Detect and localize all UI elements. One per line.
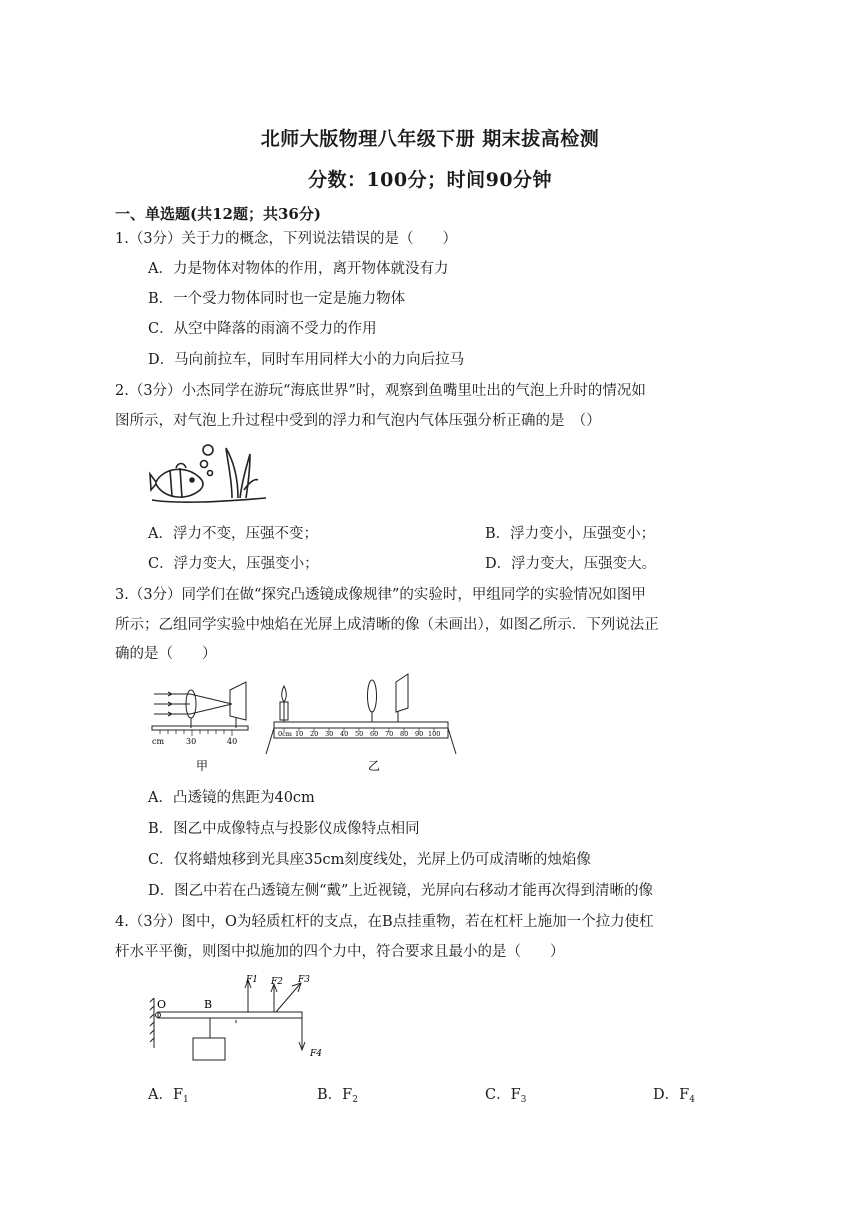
jia-label: 甲 <box>195 759 209 773</box>
question-4-stem-line-2: 杆水平平衡，则图中拟施加的四个力中，符合要求且最小的是（ ） <box>115 944 565 960</box>
lever-force-f4: F4 <box>310 1049 322 1059</box>
jia-tick-40: 40 <box>227 737 238 746</box>
lever-figure <box>148 968 348 1068</box>
yi-tick-20: 20 <box>310 730 319 738</box>
question-3-option-a: A．凸透镜的焦距为40cm <box>148 790 315 806</box>
section-heading: 一、单选题(共12题；共36分) <box>115 205 321 223</box>
question-2-stem-line-1: 2.（3分）小杰同学在游玩“海底世界”时，观察到鱼嘴里吐出的气泡上升时的情况如 <box>115 383 646 399</box>
yi-label: 乙 <box>367 759 381 773</box>
question-2-stem-line-2: 图所示，对气泡上升过程中受到的浮力和气泡内气体压强分析正确的是 （） <box>115 413 601 429</box>
question-1-option-a: A．力是物体对物体的作用，离开物体就没有力 <box>148 261 449 277</box>
yi-tick-0: 0cm <box>278 730 292 738</box>
question-2-option-a: A．浮力不变，压强不变； <box>148 526 318 542</box>
question-4-option-a: A．$F_1$ <box>148 1087 189 1105</box>
page-subtitle: 分数：100分；时间90分钟 <box>307 169 553 191</box>
lever-force-f3: F3 <box>298 975 310 985</box>
question-3-stem-line-2: 所示；乙组同学实验中烛焰在光屏上成清晰的像（未画出），如图乙所示．下列说法正 <box>115 617 659 633</box>
question-4-option-c: C．$F_3$ <box>485 1087 527 1105</box>
yi-tick-80: 80 <box>400 730 409 738</box>
question-3-option-b: B．图乙中成像特点与投影仪成像特点相同 <box>148 821 420 837</box>
optical-bench-figure-yi <box>262 668 462 773</box>
yi-tick-50: 50 <box>355 730 364 738</box>
jia-tick-cm: cm <box>152 737 165 746</box>
question-1-option-d: D．马向前拉车，同时车用同样大小的力向后拉马 <box>148 352 465 368</box>
yi-tick-60: 60 <box>370 730 379 738</box>
question-2-option-d: D．浮力变大，压强变大。 <box>485 556 657 572</box>
yi-tick-10: 10 <box>295 730 304 738</box>
question-1-stem: 1.（3分）关于力的概念，下列说法错误的是（ ） <box>115 231 458 247</box>
question-3-option-c: C．仅将蜡烛移到光具座35cm刻度线处，光屏上仍可成清晰的烛焰像 <box>148 852 591 868</box>
question-3-stem-line-3: 确的是（ ） <box>115 646 217 662</box>
fish-bubble-figure <box>148 440 273 510</box>
question-1-option-b: B．一个受力物体同时也一定是施力物体 <box>148 291 406 307</box>
lever-point-o: O <box>157 998 167 1011</box>
question-3-option-d: D．图乙中若在凸透镜左侧“戴”上近视镜，光屏向右移动才能再次得到清晰的像 <box>148 883 653 899</box>
question-4-option-b: B．$F_2$ <box>317 1087 358 1105</box>
question-4-option-d: D．$F_4$ <box>653 1087 695 1105</box>
question-2-option-c: C．浮力变大，压强变小； <box>148 556 319 572</box>
lens-figure-jia <box>150 668 255 773</box>
jia-ruler-ticks <box>160 730 232 736</box>
yi-tick-30: 30 <box>325 730 334 738</box>
yi-tick-90: 90 <box>415 730 424 738</box>
question-2-option-b: B．浮力变小，压强变小； <box>485 526 656 542</box>
question-1-option-c: C．从空中降落的雨滴不受力的作用 <box>148 321 377 337</box>
lever-force-f1: F1 <box>246 975 258 985</box>
question-4-stem-line-1: 4.（3分）图中，O为轻质杠杆的支点，在B点挂重物，若在杠杆上施加一个拉力使杠 <box>115 914 654 930</box>
question-3-stem-line-1: 3.（3分）同学们在做“探究凸透镜成像规律”的实验时，甲组同学的实验情况如图甲 <box>115 587 646 603</box>
yi-tick-100: 100 <box>428 730 441 738</box>
yi-tick-40: 40 <box>340 730 349 738</box>
lever-point-b: B <box>204 998 213 1011</box>
jia-tick-30: 30 <box>186 737 197 746</box>
page-title: 北师大版物理八年级下册 期末拔高检测 <box>260 128 600 150</box>
yi-tick-70: 70 <box>385 730 394 738</box>
lever-force-f2: F2 <box>271 977 283 987</box>
